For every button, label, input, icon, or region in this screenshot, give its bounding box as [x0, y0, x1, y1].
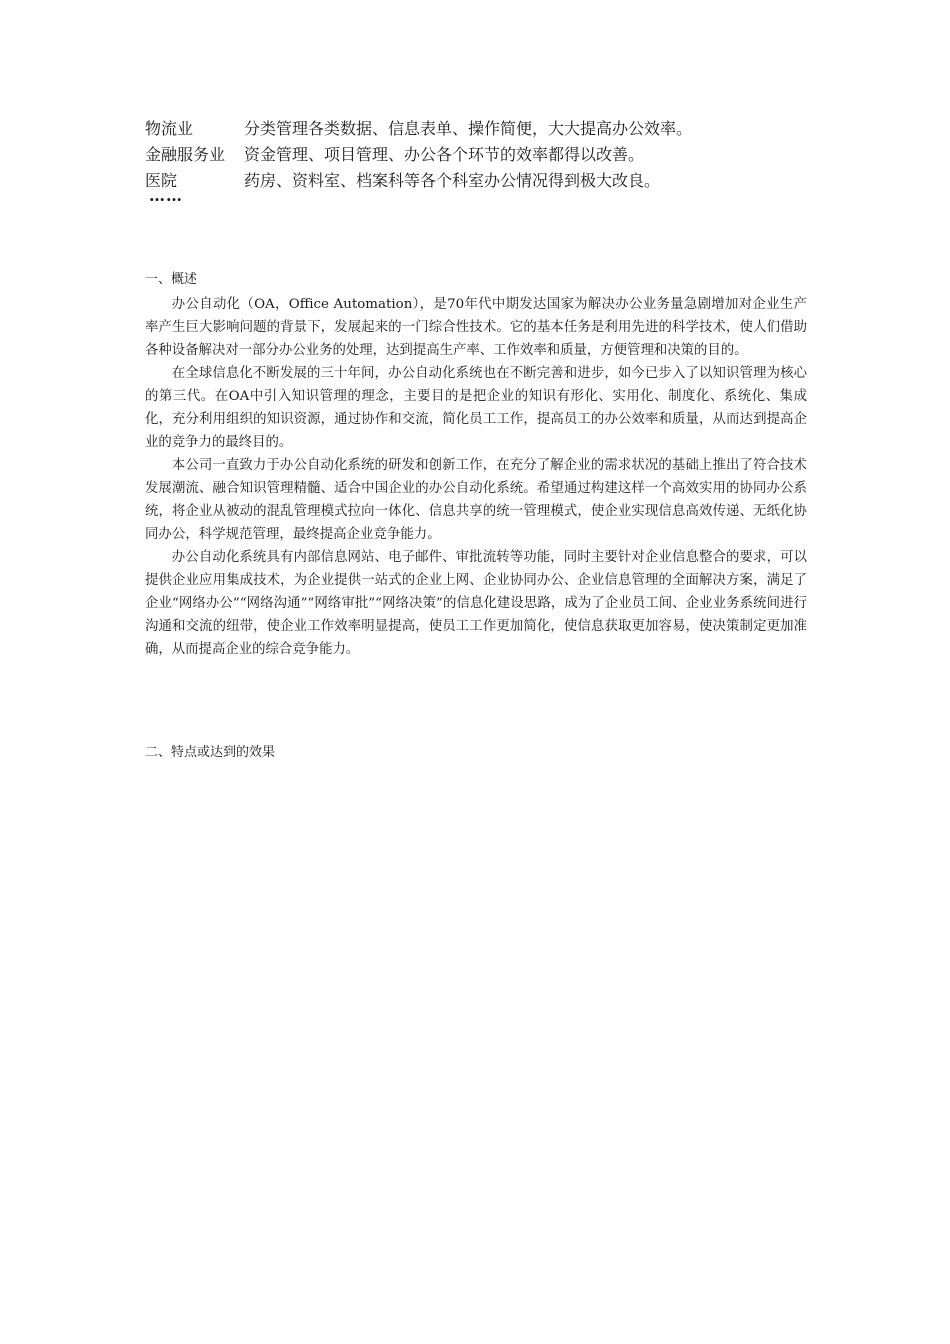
industry-name: 物流业 — [145, 119, 194, 138]
industry-description: 分类管理各类数据、信息表单、操作简便，大大提高办公效率。 — [244, 119, 693, 138]
section-heading-features: 二、特点或达到的效果 — [145, 745, 276, 760]
paragraph: 办公自动化（OA，Office Automation），是70年代中期发达国家为解决办公业务量急剧增加对企业生产率产生巨大影响问题的背景下，发展起来的一门综合性技术。它的基本任务是利用先进的科学技术，使人们借助各种设备解决对一部分办公业务的处理，达到提高生产率、工作效率和质量，方便管理和决策的目的。 — [145, 297, 807, 358]
industry-name: 医院 — [145, 171, 178, 190]
industry-description: 药房、资料室、档案科等各个科室办公情况得到极大改良。 — [244, 171, 661, 190]
industry-row — [145, 142, 825, 168]
paragraph: 在全球信息化不断发展的三十年间，办公自动化系统也在不断完善和进步，如今已步入了以知识管理为核心的第三代。在OA中引入知识管理的理念，主要目的是把企业的知识有形化、实用化、制度化、系统化、集成化，充分利用组织的知识资源，通过协作和交流，简化员工工作，提高员工的办公效率和质量，从而达到提高企业的竞争力的最终目的。 — [145, 366, 807, 450]
industry-description: 资金管理、项目管理、办公各个环节的效率都得以改善。 — [244, 145, 645, 164]
section-heading-overview: 一、概述 — [145, 272, 198, 287]
industry-row — [145, 116, 825, 142]
paragraph: 办公自动化系统具有内部信息网站、电子邮件、审批流转等功能，同时主要针对企业信息整合的要求，可以提供企业应用集成技术，为企业提供一站式的企业上网、企业协同办公、企业信息管理的全面解决方案，满足了企业“网络办公”“网络沟通”“网络审批”“网络决策”的信息化建设思路，成为了企业员工间、企业业务系统间进行沟通和交流的纽带，使企业工作效率明显提高，使员工工作更加简化，使信息获取更加容易，使决策制定更加准确，从而提高企业的综合竞争能力。 — [145, 550, 807, 657]
overview-article — [145, 293, 807, 661]
industry-list — [145, 116, 825, 194]
industry-name: 金融服务业 — [145, 145, 226, 164]
industry-row — [145, 168, 825, 194]
paragraph: 本公司一直致力于办公自动化系统的研发和创新工作，在充分了解企业的需求状况的基础上推出了符合技术发展潮流、融合知识管理精髓、适合中国企业的办公自动化系统。希望通过构建这样一个高效实用的协同办公系统，将企业从被动的混乱管理模式拉向一体化、信息共享的统一管理模式，使企业实现信息高效传递、无纸化协同办公，科学规范管理，最终提高企业竞争能力。 — [145, 458, 807, 542]
list-ellipsis: …… — [149, 186, 183, 205]
